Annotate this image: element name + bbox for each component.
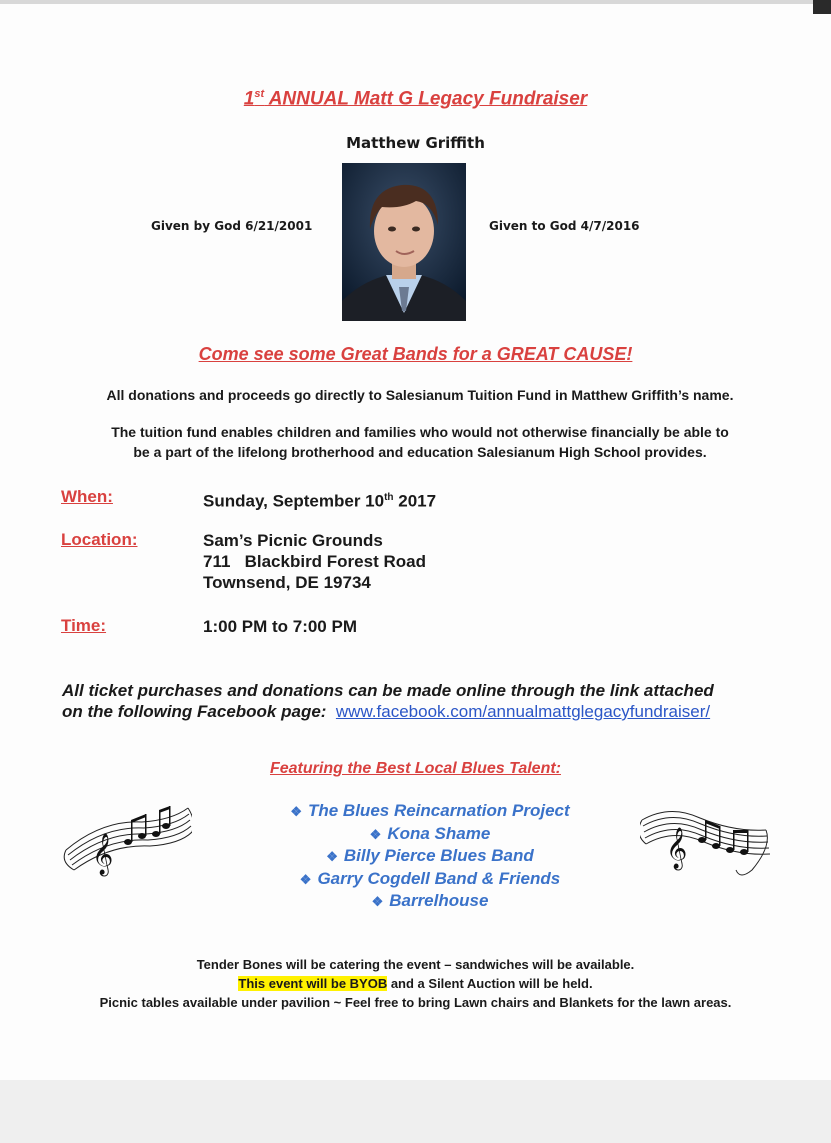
online-purchase-text: [62, 680, 792, 722]
title-prefix: 1: [243, 88, 255, 110]
scan-edge: [0, 0, 831, 4]
when-ordinal: th: [384, 492, 394, 503]
when-year: 2017: [393, 491, 437, 511]
auction-note: and a Silent Auction will be held.: [387, 976, 593, 991]
time-label: Time:: [61, 616, 107, 635]
location-line-1: Sam’s Picnic Grounds: [203, 531, 383, 550]
event-notes: [20, 955, 811, 1012]
location-label: Location:: [61, 530, 138, 549]
featuring-heading: Featuring the Best Local Blues Talent:: [269, 760, 561, 777]
bullet-icon: ❖: [290, 804, 302, 819]
list-item: [200, 868, 660, 891]
location-line-3: Townsend, DE 19734: [203, 573, 371, 592]
online-line-1: All ticket purchases and donations can be made online through the link attached: [62, 681, 714, 700]
bullet-icon: ❖: [369, 826, 382, 842]
flyer-title: [0, 88, 831, 110]
band-name: The Blues Reincarnation Project: [307, 801, 570, 820]
title-suffix: st: [254, 88, 265, 100]
music-staff-right-icon: [640, 800, 770, 882]
list-item: [200, 800, 660, 823]
list-item: [200, 890, 660, 913]
band-name: Garry Cogdell Band & Friends: [317, 868, 561, 888]
bullet-icon: ❖: [326, 849, 338, 864]
picnic-note: Picnic tables available under pavilion ~ Feel free to bring Lawn chairs and Blankets for the lawn areas.: [99, 995, 732, 1010]
svg-text:𝄞: 𝄞: [666, 828, 688, 869]
when-value: [203, 487, 436, 512]
byob-note: [20, 974, 811, 993]
tuition-line-1: The tuition fund enables children and families who would not otherwise financially be able to: [111, 424, 729, 440]
given-by-date: Given by God 6/21/2001: [151, 219, 313, 233]
scan-corner: [813, 0, 831, 14]
band-name: Billy Pierce Blues Band: [343, 846, 534, 865]
band-name: Kona Shame: [387, 823, 491, 843]
tuition-paragraph: [40, 422, 800, 462]
music-staff-left-icon: [62, 800, 192, 880]
list-item: [200, 823, 660, 846]
scan-bottom-margin: [0, 1080, 831, 1143]
bullet-icon: ❖: [299, 871, 312, 887]
title-main: ANNUAL Matt G Legacy Fundraiser: [264, 88, 588, 110]
byob-highlight: This event will be BYOB: [238, 976, 388, 991]
given-to-date: Given to God 4/7/2016: [489, 219, 640, 233]
catering-note: Tender Bones will be catering the event – sandwiches will be available.: [196, 957, 635, 972]
donation-paragraph: All donations and proceeds go directly to Salesianum Tuition Fund in Matthew Griffith’s name.: [106, 387, 734, 403]
location-line-2: 711 Blackbird Forest Road: [203, 552, 426, 571]
band-name: Barrelhouse: [389, 891, 489, 910]
honoree-name: Matthew Griffith: [346, 134, 485, 152]
online-line-2: on the following Facebook page:: [62, 702, 327, 721]
cause-heading: Come see some Great Bands for a GREAT CAUSE!: [198, 344, 633, 364]
facebook-link[interactable]: www.facebook.com/annualmattglegacyfundraiser/: [335, 702, 711, 721]
time-value: 1:00 PM to 7:00 PM: [203, 617, 357, 636]
when-date: Sunday, September 10: [203, 491, 385, 511]
band-list: [200, 800, 660, 913]
bullet-icon: ❖: [371, 894, 384, 909]
location-value: [203, 530, 426, 593]
when-label: When:: [61, 487, 113, 506]
portrait-photo: [342, 163, 466, 321]
tuition-line-2: be a part of the lifelong brotherhood and education Salesianum High School provides.: [133, 444, 707, 460]
svg-text:𝄞: 𝄞: [92, 834, 114, 875]
list-item: [200, 845, 660, 868]
